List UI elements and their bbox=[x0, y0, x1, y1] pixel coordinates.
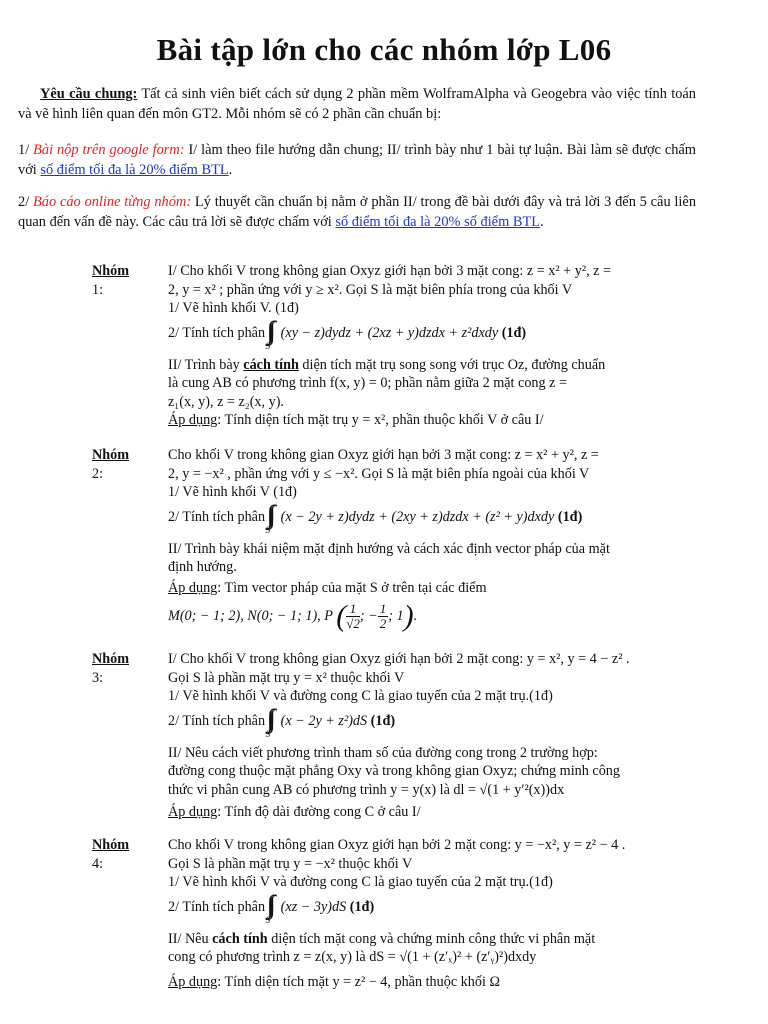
group-3-body bbox=[168, 650, 768, 822]
group-3-label bbox=[92, 650, 129, 687]
group-4-integral-label: 2/ Tính tích phân bbox=[168, 898, 266, 915]
group-2-points: (1đ) bbox=[557, 508, 583, 525]
part-two-end: . bbox=[540, 214, 544, 230]
group-2-number: 2: bbox=[92, 465, 104, 482]
group-3-line-6: đường cong thuộc mặt phẳng Oxy và trong không gian Oxyz; chứng minh công bbox=[168, 763, 620, 779]
group-2-line-3: 1/ Vẽ hình khối V (1đ) bbox=[168, 484, 297, 500]
part-one-number: 1/ bbox=[18, 142, 34, 158]
group-2-line-1: Cho khối V trong không gian Oxyz giới hạn bởi 3 mặt cong: z = x² + y², z = bbox=[168, 447, 599, 463]
group-2-body bbox=[168, 446, 768, 635]
group-4-number: 4: bbox=[92, 855, 104, 872]
surface-sub-label: S bbox=[265, 728, 271, 739]
group-1-label bbox=[92, 262, 129, 299]
group-1-application bbox=[168, 411, 768, 430]
group-2-points-list: M(0; − 1; 2), N(0; − 1; 1), P ( $\frac{1}{√2}$ ; − $\frac{1}{2}$ ; 1). bbox=[168, 599, 418, 633]
group-4-app-text: : Tính diện tích mặt y = z² − 4, phần thuộc khối Ω bbox=[217, 973, 500, 990]
group-4-line-5 bbox=[168, 930, 768, 949]
group-3-name: Nhóm bbox=[92, 651, 130, 667]
part-one-text: I/ làm theo file hướng dẫn chung; II/ trình bày như 1 bài tự luận. Bài làm sẽ được chấm với bbox=[18, 142, 696, 178]
fraction-two bbox=[378, 602, 389, 631]
group-3-application bbox=[168, 803, 768, 822]
fraction-one-den: √2 bbox=[346, 616, 360, 632]
group-4-integral-expression: (xz − 3y)dS bbox=[280, 898, 347, 915]
group-2-points-end: ; 1 bbox=[388, 608, 404, 624]
group-1-line-6: là cung AB có phương trình f(x, y) = 0; phần nằm giữa 2 mặt cong z = bbox=[168, 375, 568, 391]
requirements-text: Tất cả sinh viên biết cách sử dụng 2 phần mềm WolframAlpha và Geogebra vào việc tính toán và vẽ hình liên quan đến môn GT2. Mỗi nhóm sẽ có 2 phần cần chuẩn bị: bbox=[18, 86, 696, 122]
general-requirements bbox=[18, 84, 696, 124]
group-1-number: 1: bbox=[92, 281, 104, 298]
group-4-body bbox=[168, 836, 768, 991]
part-one-label: Bài nộp trên google form: bbox=[33, 142, 185, 158]
group-4-name: Nhóm bbox=[92, 837, 130, 853]
group-3-line-2: Gọi S là phần mặt trụ y = x² thuộc khối V bbox=[168, 669, 405, 686]
surface-sub-label: S bbox=[265, 914, 271, 925]
fraction-two-den: 2 bbox=[379, 616, 387, 632]
group-4-app-label: Áp dụng bbox=[168, 973, 218, 990]
right-paren: ) bbox=[403, 599, 414, 633]
part-one bbox=[18, 140, 696, 180]
left-paren: ( bbox=[336, 599, 347, 633]
group-2-line-6: định hướng. bbox=[168, 559, 237, 575]
group-1-integral-expression: (xy − z)dydz + (2xz + y)dzdx + z²dxdy bbox=[280, 324, 499, 341]
group-3-integral-expression: (x − 2y + z²)dS bbox=[280, 712, 368, 729]
group-1-line-1: I/ Cho khối V trong không gian Oxyz giới hạn bởi 3 mặt cong: z = x² + y², z = bbox=[168, 263, 612, 279]
group-3-line-5: II/ Nêu cách viết phương trình tham số của đường cong trong 2 trường hợp: bbox=[168, 744, 598, 761]
group-1-name: Nhóm bbox=[92, 263, 130, 279]
requirements-label: Yêu cầu chung: bbox=[40, 86, 138, 102]
group-2-name: Nhóm bbox=[92, 447, 130, 463]
group-3-app-label: Áp dụng bbox=[168, 804, 218, 820]
group-2-integral-label: 2/ Tính tích phân bbox=[168, 508, 266, 525]
group-4-line-1: Cho khối V trong không gian Oxyz giới hạn bởi 2 mặt cong: y = −x², y = z² − 4 . bbox=[168, 837, 626, 853]
group-1-integral bbox=[168, 318, 768, 356]
group-4-line-2: Gọi S là phần mặt trụ y = −x² thuộc khối V bbox=[168, 855, 413, 872]
surface-sub-label: S bbox=[265, 524, 271, 535]
group-1-line-5 bbox=[168, 356, 768, 375]
group-3-integral bbox=[168, 706, 768, 744]
part-one-end: . bbox=[228, 162, 233, 178]
group-2-line-5: II/ Trình bày khái niệm mặt định hướng và cách xác định vector pháp của mặt bbox=[168, 540, 610, 557]
group-4-line-6: cong có phương trình z = z(x, y) là dS = √(1 + (z′ₓ)² + (z′ᵧ)²)dxdy bbox=[168, 949, 537, 965]
part-two-score-link[interactable]: số điểm tối đa là 20% số điểm BTL bbox=[335, 214, 541, 230]
group-1-integral-label: 2/ Tính tích phân bbox=[168, 324, 266, 341]
group-4-label bbox=[92, 836, 129, 873]
group-2-app-label: Áp dụng bbox=[168, 579, 218, 596]
part-two-label: Báo cáo online từng nhóm: bbox=[33, 194, 192, 210]
group-2-application bbox=[168, 579, 768, 598]
group-3-line-3: 1/ Vẽ hình khối V và đường cong C là giao tuyến của 2 mặt trụ.(1đ) bbox=[168, 688, 553, 704]
part-one-score-link[interactable]: số điểm tối đa là 20% điểm BTL bbox=[40, 162, 229, 178]
group-1-line-3: 1/ Vẽ hình khối V. (1đ) bbox=[168, 300, 299, 316]
group-2-label bbox=[92, 446, 129, 483]
group-2-points-a: M(0; − 1; 2), N(0; − 1; 1), P bbox=[168, 608, 333, 624]
fraction-two-num: 1 bbox=[379, 601, 387, 617]
group-4-line-5b: cách tính bbox=[212, 930, 268, 947]
page-title: Bài tập lớn cho các nhóm lớp L06 bbox=[156, 32, 612, 67]
surface-sub-label: S bbox=[265, 340, 271, 351]
part-two-number: 2/ bbox=[18, 194, 33, 210]
group-1-line-5a: II/ Trình bày bbox=[168, 356, 244, 373]
group-2-integral bbox=[168, 502, 768, 540]
group-3-points: (1đ) bbox=[370, 712, 396, 729]
group-1-line-5b: cách tính bbox=[243, 356, 299, 373]
group-3-line-7: thức vi phân cung AB có phương trình y = y(x) là dl = √(1 + y′²(x))dx bbox=[168, 781, 565, 798]
fraction-one bbox=[346, 602, 360, 631]
part-two-text: Lý thuyết cần chuẩn bị nằm ở phần II/ trong đề bài dưới đây và trả lời 3 đến 5 câu liên quan đến vấn đề này. Các câu trả lời sẽ được chấm với bbox=[18, 194, 697, 230]
group-4-integral bbox=[168, 892, 768, 930]
fraction-one-num: 1 bbox=[346, 602, 360, 617]
group-1-app-label: Áp dụng bbox=[168, 412, 218, 428]
group-1-app-text: : Tính diện tích mặt trụ y = x², phần thuộc khối V ở câu I/ bbox=[217, 412, 544, 428]
group-3-app-text: : Tính độ dài đường cong C ở câu I/ bbox=[217, 804, 421, 820]
group-1-points: (1đ) bbox=[501, 324, 527, 341]
group-1-line-2: 2, y = x² ; phần ứng với y ≥ x². Gọi S là mặt biên phía trong của khối V bbox=[168, 281, 573, 298]
group-1-line-5c: diện tích mặt trụ song song với trục Oz, đường chuẩn bbox=[298, 356, 606, 373]
part-two bbox=[18, 192, 696, 232]
group-2-app-text: : Tìm vector pháp của mặt S ở trên tại các điểm bbox=[217, 579, 487, 596]
group-1-line-7: z₁(x, y), z = z₂(x, y). bbox=[168, 393, 284, 410]
group-4-points: (1đ) bbox=[349, 898, 375, 915]
group-3-integral-label: 2/ Tính tích phân bbox=[168, 712, 266, 729]
group-4-application bbox=[168, 973, 768, 992]
group-4-line-3: 1/ Vẽ hình khối V và đường cong C là giao tuyến của 2 mặt trụ.(1đ) bbox=[168, 874, 553, 890]
group-3-line-1: I/ Cho khối V trong không gian Oxyz giới hạn bởi 2 mặt cong: y = x², y = 4 − z² . bbox=[168, 651, 630, 667]
group-4-line-5c: diện tích mặt cong và chứng minh công thức vi phân mặt bbox=[267, 930, 596, 947]
group-1-body bbox=[168, 262, 768, 430]
group-3-number: 3: bbox=[92, 669, 104, 686]
group-2-integral-expression: (x − 2y + z)dydz + (2xy + z)dzdx + (z² + y)dxdy bbox=[280, 508, 555, 525]
group-2-line-2: 2, y = −x² , phần ứng với y ≤ −x². Gọi S là mặt biên phía ngoài của khối V bbox=[168, 465, 590, 482]
group-4-line-5a: II/ Nêu bbox=[168, 930, 213, 947]
